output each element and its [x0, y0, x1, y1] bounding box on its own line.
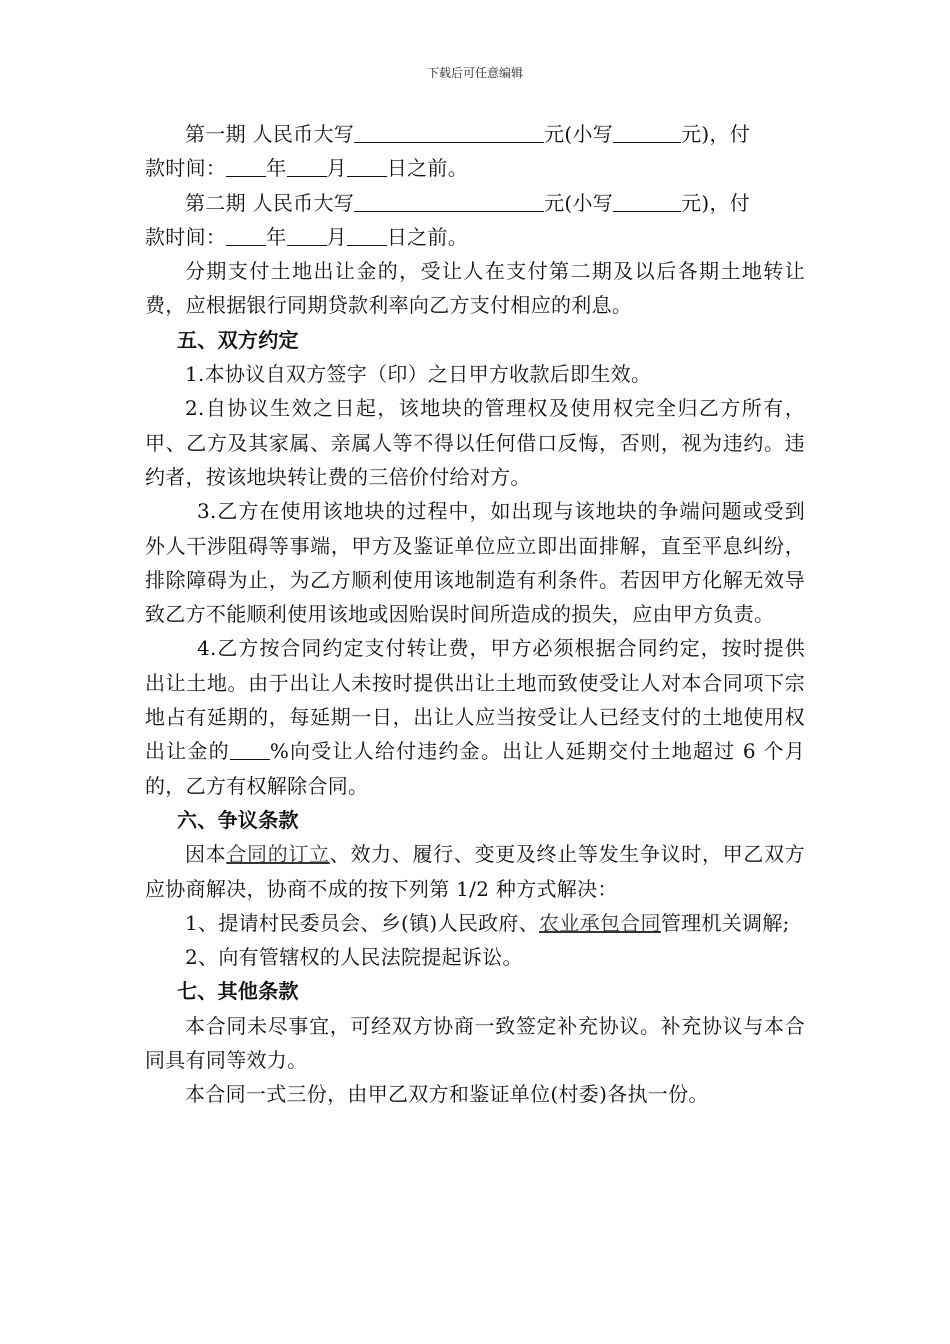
- section5-item4: 4.乙方按合同约定支付转让费，甲方必须根据合同约定，按时提供出让土地。由于出让人未按时提供出让土地而致使受让人对本合同项下宗地占有延期的，每延期一日，出让人应当按受让人已经支付的土地使用权出让金的 %向受让人给付违约金。出让人延期交付土地超过 6 个月的，乙方有权解除合同。: [145, 636, 806, 798]
- section7-title: 七、其他条款: [177, 979, 299, 1004]
- section6-option2: 2、向有管辖权的人民法院提起诉讼。: [185, 945, 523, 970]
- contract-body: [145, 117, 805, 1112]
- section7-para1: 本合同未尽事宜，可经双方协商一致签定补充协议。补充协议与本合同具有同等效力。: [145, 1013, 805, 1073]
- section7-para2: 本合同一式三份，由甲乙双方和鉴证单位(村委)各执一份。: [185, 1082, 709, 1107]
- month-blank[interactable]: [287, 156, 327, 177]
- installment-second: 第二期 人民币大写 元(小写 元)，付 款时间： 年 月 日之前。: [145, 190, 751, 249]
- section5-item1: 1.本协议自双方签字（印）之日甲方收款后即生效。: [185, 362, 652, 387]
- section6-title: 六、争议条款: [177, 807, 299, 832]
- amount-blank[interactable]: [354, 191, 544, 212]
- year-blank[interactable]: [226, 156, 266, 177]
- percent-blank[interactable]: [230, 739, 270, 760]
- contract-formation-link[interactable]: 合同的订立: [226, 842, 330, 867]
- installment-first: 第一期 人民币大写 元(小写 元)，付 款时间： 年 月 日之前。: [145, 122, 751, 181]
- amount-small-blank[interactable]: [613, 122, 681, 143]
- installment-note: 分期支付土地出让金的，受让人在支付第二期及以后各期土地转让费，应根据银行同期贷款利率向乙方支付相应的利息。: [145, 259, 805, 318]
- section6-option1: 1、提请村民委员会、乡(镇)人民政府、农业承包合同管理机关调解;: [185, 910, 790, 935]
- agri-contract-link[interactable]: 农业承包合同: [539, 910, 661, 935]
- section6-para: 因本合同的订立、效力、履行、变更及终止等发生争议时，甲乙双方应协商解决，协商不成的按下列第 1/2 种方式解决：: [145, 842, 805, 901]
- section5-item2: 2.自协议生效之日起，该地块的管理权及使用权完全归乙方所有，甲、乙方及其家属、亲属人等不得以任何借口反悔，否则，视为违约。违约者，按该地块转让费的三倍价付给对方。: [145, 396, 805, 489]
- section5-item3: 3.乙方在使用该地块的过程中，如出现与该地块的争端问题或受到外人干涉阻碍等事端，甲方及鉴证单位应立即出面排解，直至平息纠纷，排除障碍为止，为乙方顺利使用该地制造有利条件。若因甲方化解无效导致乙方不能顺利使用该地或因贻误时间所造成的损失，应由甲方负责。: [145, 499, 805, 627]
- amount-blank[interactable]: [354, 122, 544, 143]
- amount-small-blank[interactable]: [613, 191, 681, 212]
- day-blank[interactable]: [347, 156, 387, 177]
- month-blank[interactable]: [287, 225, 327, 246]
- day-blank[interactable]: [347, 225, 387, 246]
- page-header: 下载后可任意编辑: [426, 66, 523, 80]
- section5-title: 五、双方约定: [177, 327, 299, 352]
- year-blank[interactable]: [226, 225, 266, 246]
